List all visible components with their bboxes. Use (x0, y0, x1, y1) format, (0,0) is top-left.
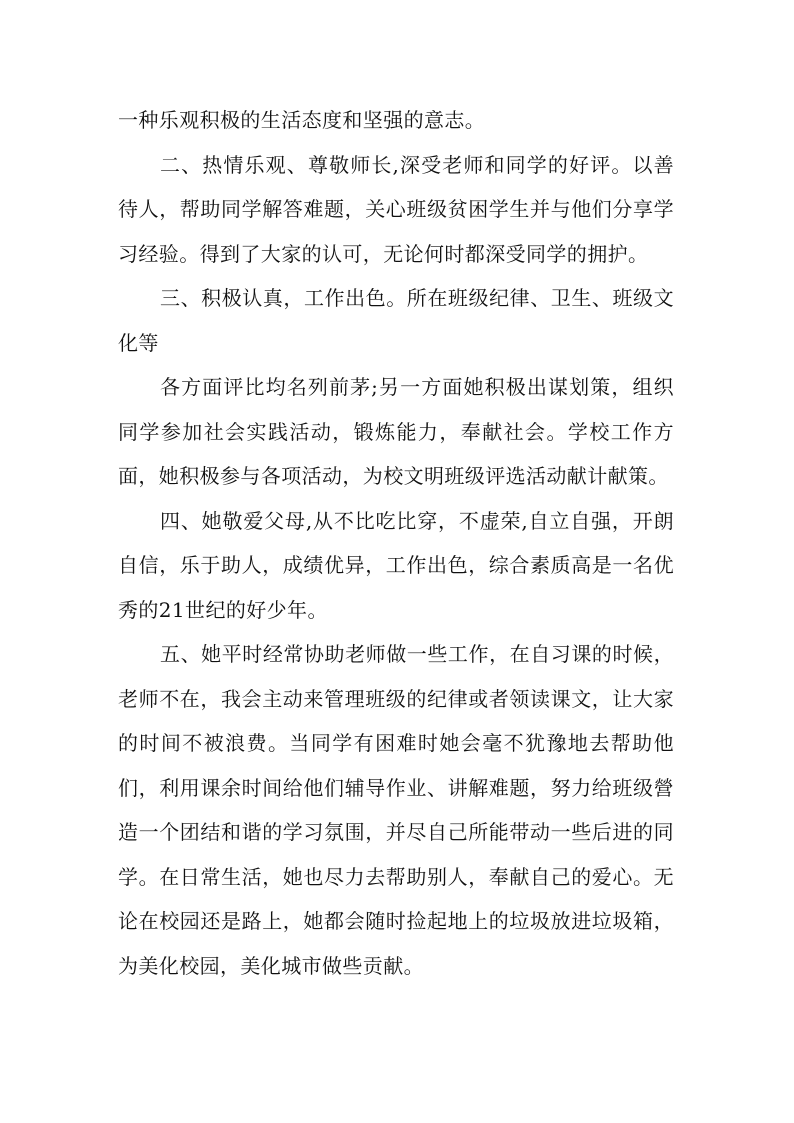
paragraph-6: 五、她平时经常协助老师做一些工作，在自习课的时候，老师不在，我会主动来管理班级的纪律或者领读课文，让大家的时间不被浪费。当同学有困难时她会毫不犹豫地去帮助他们，利用课余时间给他们辅导作业、讲解难题，努力给班级營造一个团结和谐的学习氛围，并尽自己所能带动一些后进的同学。在日常生活，她也尽力去帮助别人，奉献自己的爱心。无论在校园还是路上，她都会随时捡起地上的垃圾放进垃圾箱，为美化校园，美化城市做些贡献。 (118, 642, 674, 978)
paragraph-1: 一种乐观积极的生活态度和坚强的意志。 (118, 108, 486, 132)
paragraph-5: 四、她敬爱父母,从不比吃比穿，不虚荣,自立自强，开朗自信，乐于助人，成绩优异，工作出色，综合素质高是一名优秀的21世纪的好少年。 (118, 508, 674, 622)
paragraph-4: 各方面评比均名列前茅;另一方面她积极出谋划策，组织同学参加社会实践活动，锻炼能力，奉献社会。学校工作方面，她积极参与各项活动，为校文明班级评选活动献计献策。 (118, 375, 674, 488)
paragraph-2: 二、热情乐观、尊敬师长,深受老师和同学的好评。以善待人，帮助同学解答难题，关心班级贫困学生并与他们分享学习经验。得到了大家的认可，无论何时都深受同学的拥护。 (118, 152, 674, 266)
document-body (118, 98, 674, 988)
paragraph-3: 三、积极认真，工作出色。所在班级纪律、卫生、班级文化等 (118, 286, 674, 355)
